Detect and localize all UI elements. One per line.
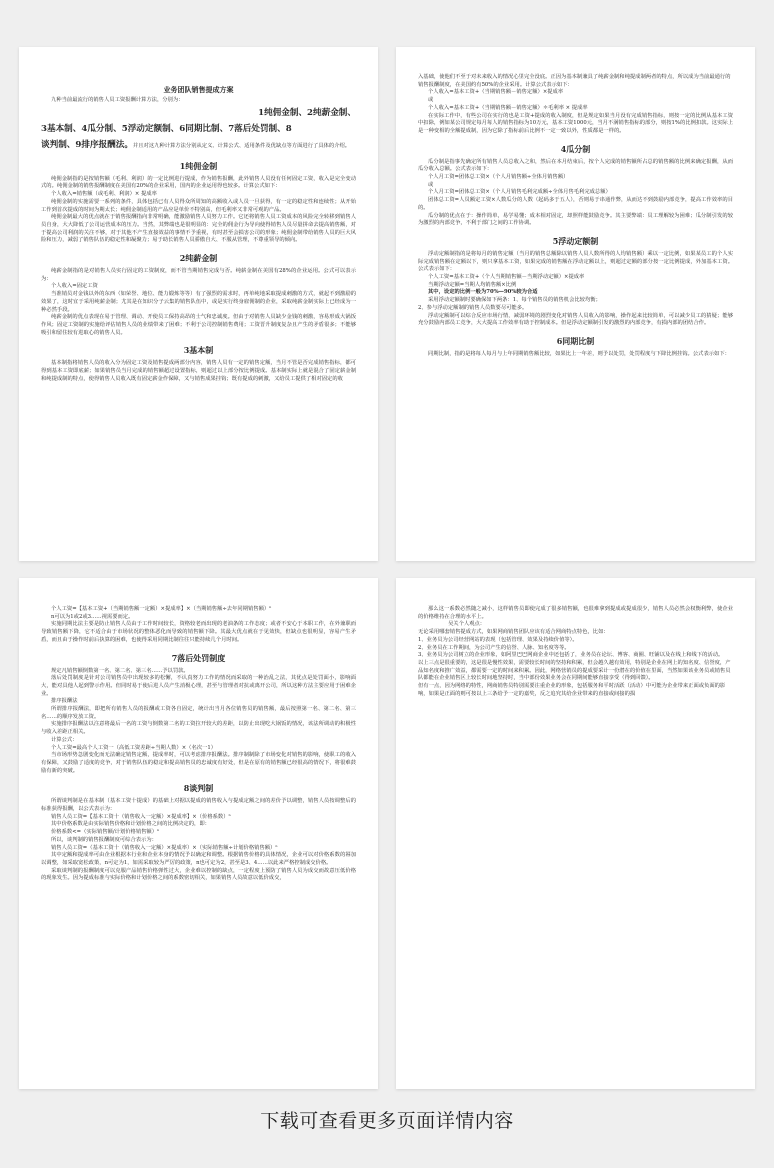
formula-note: n可以为1或2或3……视需要而定。 — [51, 613, 134, 620]
formula: 个人收入=固定工资 — [51, 283, 98, 290]
list-item: 2、业务员在工作期间，为公司产生的信誉、人脉、知名度等等。 — [418, 644, 570, 651]
paragraph: 团体总工资=人员额定工资×人数瓜分的人数（起码多于五人），否则易于串通作弊，从而达不到鼓励内部竞争，提高工作效率的目的。 — [418, 197, 733, 211]
paragraph: 所谓谈判制是在基本制（基本工资十提成）的基础上对据以提成的销售收入与提成定额之间的差价予以调整，销售人员按调整后的标准获得报酬，以公式表示为： — [41, 798, 356, 813]
paragraph: 基本制指将销售人员的收入分为固定工资及销售提成两部分内容，销售人员有一定的销售定额，当月不管是否完成销售指标，都可得到基本工资即底薪；如果销售员当月完成的销售额超过设置指标，则超过以上部分按比例提成。基本制实际上就是混合了固定薪金制和纯提成制的特点，使得销售人员收入既有固定薪金作保障，又与销售成果挂钩；既有提成的刺激，又给员工提供了相对固定的收 — [41, 360, 356, 382]
paragraph: 纯薪金制的优点表现在易于管理、调动、开使员工保持高昂的士气和忠诚度。但由于对销售人员缺少金钱的刺激，容易形成大锅饭作风；固定工资制的实施给评估销售人员的业绩带来了困难；不利于公司控制销售费用；工资晋升制度复杂且产生的矛盾很多；不能够吸引和留住较有进取心的销售人员。 — [41, 314, 356, 336]
paragraph: 在实际工作中，有些公司在实行的也是工资+提成的收入制度，但是规定如果当月没有完成销售指标，则按一定的比例从基本工资中扣除，例如某公司规定每月每人的销售指标为10万元，基本工资1000元，当月不满销售指标的部分，则按1%的比例扣款。这实际上是一种变相的全额提成制，因为它除了指标前后比例不一定一致以外，性质都是一样的。 — [418, 112, 733, 134]
formula: 当期浮动定额=当期人均销售额×比例 — [428, 281, 517, 288]
paragraph: 纯佣金制最大的优点就在于销售报酬指向非常明确，能激励销售人员努力工作。它还将销售人员工资成本的风险完全转移到销售人员自身，大大降低了公司运营成本的压力。当然，其弊端也是很明显的：完全的佣金行为导向使得销售人员尽量拼命去提高销售额，对于提高公司利润的关注不够，对于其他不产生直接效益的事情不予重视，有时甚至会损害公司的形象；纯佣金制带给销售人员的巨大风险和压力，减弱了销售队伍的稳定性和凝聚力；易于助长销售人员骄傲自大、不服从管理，不尊重领导的倾向。 — [41, 214, 356, 244]
section-heading-2: 2纯薪金制 — [179, 253, 218, 264]
paragraph: 规定凡销售额倒数第一名、第二名、第三名……予以罚款。 — [51, 667, 189, 674]
paragraph: 同期比制，指的是将每人每月与上年同期销售额比较，如果比上一年差，则予以处罚，处罚程度与下降比例挂钩。公式表示如下： — [428, 350, 730, 357]
section-heading-4: 4瓜分制 — [560, 143, 591, 154]
paragraph: 纯薪金制指的是对销售人员实行固定的工资制度，而不管当期销售完成与否。纯薪金制在美国有28%的企业运用。公式可以表示为： — [41, 268, 356, 282]
formula-or: 或 — [428, 181, 434, 188]
list-item: 1、业务员为公司经营网站的表现（包括管理、效果及持续价值等）。 — [418, 636, 578, 643]
paragraph: 浮动定额制指的是将每月的销售定额（当月的销售总额除以销售人员人数所得的人均销售额）乘以一定比例，如果某员工的个人实际完成销售额在定额以下，则只拿基本工资，如果完成的销售额在浮动定额以上，则超过定额的部分按一定比例提成，外加基本工资。公式表示如下： — [418, 250, 733, 273]
section-heading-8: 8谈判制 — [183, 783, 214, 794]
intro-methods-line-2: 3基本制、4瓜分制、5浮动定额制、6同期比制、7落后处罚制、8 — [41, 123, 292, 134]
formula: 个人工资=最高个人工资一（高低工资差距÷当期人数）×（名次一1） — [51, 744, 216, 751]
formula: 个人收入=销售额（或毛利、利润）× 提成率 — [51, 191, 157, 198]
document-page-2 — [396, 47, 755, 561]
list-item: 3、业务员为公司树立的企业形象，如阿里巴巴网商企业中还包括了，业务员在论坛、博客、商圈、旺铺以及在线上和线下的活动。 — [418, 652, 724, 659]
paragraph: 无论采用哪套销售提成方式，如果网商销售团队应该有适合网商特点特色，比如： — [418, 629, 609, 636]
intro-text: 九种当前最流行的销售人员工资报酬计算方法，分别为： — [51, 97, 184, 103]
paragraph: 浮动定额制可以综合反应市场行情，减弱环境的剧烈变化对销售人员收入的影响，操作起来比较简单，可以减少员工的猜疑；能够充分鼓励内部员工竞争，大大提高工作效率有助于控制成本。但是浮动定额制引发的激烈的内部竞争，有损内部的团结合作。 — [418, 312, 733, 327]
formula: 销售人员工资=【基本工资十（销售收入一定额）×提成率】×（价格系数）ⁿ — [51, 813, 231, 820]
formula: 个人工资=基本工资+（个人当期销售额－当期浮动定额）×提成率 — [428, 274, 585, 281]
section-heading-6: 6同期比制 — [556, 335, 595, 346]
paragraph: 瓜分制的优点在于：操作简单，易学易懂；成本相对固定，却照样能鼓励竞争。其主要弊端：员工理解较为困难；瓜分制引发的较为激烈的内部竞争，不利于部门之间的工作协调。 — [418, 212, 733, 227]
formula: 个人月工资=团体总工资×（个人月销售毛利完成额÷全体月售毛利完成总额） — [428, 189, 611, 196]
paragraph: 排序报酬法 — [51, 698, 78, 705]
paragraph: 以上三点是很重要的，这是很是慢性效果，需要较长时间的坚持和积累，但会越久越有效用，特别是企业在网上的知名度、信誉度，产品知名度和推广效益，都需要一定的时间来积累。因此，网络营销员的提成要采计一份潜在的价值在里面，当然如果该业务员或销售员队都能在企业销售区上较长时间地坚持时，当中部份效果业务会在同期间能够直接享受（得到回馈）。 — [418, 659, 731, 682]
intro-tail: 并且对这九种计算方法分别从定义、计算公式、适用条件及优缺点等方面进行了具体的介绍。 — [132, 142, 351, 149]
intro-methods-tail-bold: 谈判制、9排序报酬法。 — [41, 139, 133, 150]
paragraph: 所谓排序报酬法，即把所有销售人员的报酬或工资各自固定，统计出当月各位销售员的销售额，最后按照第一名、第二名、第三名……的顺序发放工资。 — [41, 706, 356, 720]
document-page-3 — [19, 578, 378, 1089]
formula: 个人收入=基本工资+（当期销售额－销售定额）×提成率 — [428, 89, 564, 96]
paragraph: 但有一点，因为网络的特性，网商销售员特别需要注重企业的形象，包括服务和平时活跃（活动）中可能为企业带来正面或负面的影响，如果是正面的则可按以上三条给予一定的嘉奖，反之追究其给企业带来的直接或间接的损 — [418, 683, 726, 697]
paragraph: 当准销员对金钱以外的东西（如荣誉、地位、能力锻炼等等）有了强烈的需求时，再单纯地采取提成刺激的方式，就起不到激励的效果了，这时宜于采用纯薪金制；尤其是在知识分子云集的销售队伍中，或是实行终身雇佣制的企业，采取纯薪金制实际上已经成为一种必然手段。 — [41, 291, 356, 313]
section-heading-5: 5浮动定额制 — [552, 235, 599, 246]
paragraph: 采用浮动定额制时要确保如下两条：1、每个销售员的销售机会比较均衡； — [428, 297, 601, 304]
formula: 个人月工资=团体总工资×（个人月销售额÷全体月销售额） — [428, 174, 569, 181]
section-heading-1: 1纯佣金制 — [179, 160, 218, 171]
paragraph: 采取谈判制的报酬制度可以克服产品销售价格弹性过大，企业难以控制的缺点，一定程度上预防了销售人员为成交而故意压低价格的现象发生。因为提成标准与实际价格和计划价格之间的系数密切相关，如果销售人员故意以低价成交， — [41, 867, 356, 882]
paragraph: 实施排序报酬法以注意将最后一名的工资与倒数第二名的工资拉开较大的差距，以防止出现吃大锅饭的情况，该法所调动的积极性与收入差距正相关。 — [41, 721, 356, 736]
paragraph: 那么这一系数必然随之减小，这样销售员即使完成了很多销售额，也很难拿到提成或提成很少，销售人员必然会权衡利弊，使企业的价格维持在合理的水平上。 — [418, 606, 733, 620]
paragraph: 入基础，使他们不至于对未来收入的情况心里完全没底。正因为基本制兼具了纯薪金制和纯提成制两者的特点，所以成为当前最通行的销售报酬制度，在美国约有50%的企业采用。计算公式表示如下： — [418, 74, 731, 88]
download-more-caption: 下载可查看更多页面详情内容 — [260, 1110, 514, 1132]
section-heading-7: 7落后处罚制度 — [171, 652, 226, 663]
paragraph: 所以，谈判制的销售报酬制度可综合表示为： — [51, 836, 157, 843]
section-heading-3: 3基本制 — [183, 345, 214, 356]
formula-or: 或 — [428, 97, 434, 104]
formula: 价格系数<=（实际销售额/计划价格销售额）ⁿ — [51, 829, 160, 836]
paragraph: 吴关个人观点： — [448, 621, 486, 628]
paragraph: 其中价格系数是由实际销售价格和计划价格之间的比例决定的，即： — [51, 821, 210, 828]
paragraph: 计算公式： — [51, 736, 78, 743]
formula: 个人工资=【基本工资+（当期销售额一定额）×提成率】×（当期销售额÷去年同期销售额）ⁿ — [51, 606, 272, 612]
paragraph: 落后处罚制度是针对公司销售员中出现较多的松懈，不认真努力工作的情况而采取的一种治乱之法，其优点是处罚面小，影响面大，能对具他人起到警示作用。但同时易于使后进人员产生消极心理，甚至与管理者对抗或离开公司，所以这种方法主要应用于困难企业。 — [41, 675, 356, 697]
intro-methods-line-3 — [41, 137, 356, 153]
paragraph: 纯佣金制的实施需要一系列的条件，具体包括已有人员得众所周知的高额收入或人员一旦获得，有一定的稳定性和连续性；从开始工作到首次提成的时间为期太长；纯佣金制适用的产品应是单价不特别高，但毛利率又非常可观的产品。 — [41, 198, 356, 213]
paragraph: 2、参与浮动定额制的销售人员数要尽可能多。 — [418, 304, 528, 311]
document-title: 业务团队销售提成方案 — [163, 85, 234, 94]
document-page-4 — [396, 578, 755, 1089]
paragraph: 其中定额和提成率可由企业根据本行业和企业本身的情况予以确定和调整。根据销售价格的具体情况，企业可以对价格系数的幂加以调整，如采取宽松政策，n可定为1，如需采取较为严厉的政策，n也可定为2，甚至是3、4……以此来严格控制成交价格。 — [41, 852, 356, 866]
formula: 个人收入=基本工资+（当期销售额－销售定额）＊毛利率 × 提成率 — [428, 104, 588, 111]
paragraph: 瓜分制是指事先确定所有销售人员总收入之和，然后在本月结束后，按个人完成的销售额所占总的销售额的比例来确定报酬，从而瓜分收入总额。公式表示如下： — [418, 158, 733, 173]
paragraph: 当市场形势急剧变化而无法确定销售定额，提成率时，可以考虑排序报酬法。排序制制除了市场变化对销售的影响，使职工的收入有保障，又鼓励了适度的竞争，对于销售队伍的稳定和提高销售员的忠诚度有好处，但是在原有的销售额已经很高的情况下，将很难鼓励有新的突破。 — [41, 752, 356, 774]
formula: 销售人员工资=（基本工资十（销售收入一定额）×提成率）×（实际销售额÷计划价格销售额）ⁿ — [51, 844, 278, 851]
paragraph: 纯佣金制指的是按销售额（毛利、利润）的一定比例进行提成，作为销售报酬，此外销售人员没有任何固定工资，收入是完全变动式的。纯佣金制的销售报酬制度在美国有20%的企业采用，国内的企业运用得也较多。计算公式如下： — [41, 175, 356, 190]
paragraph: 实施同期比法主要是防止销售人员由于工作时间较长，资格较老而出现的老油条的工作态度；或者不安心于本职工作，在外兼职而导致销售额下降，它不适合由于市场状况的整体恶化而导致的销售额下降。其最大优点就在于见效快，但缺点也很明显，容易产生矛盾，而且由于操作时前后执算的困难，也使得采用同期比制往往只能持续几个月时间。 — [41, 621, 356, 643]
intro-methods-line-1: 1纯佣金制、2纯薪金制、 — [258, 107, 356, 118]
document-page-1 — [19, 47, 378, 561]
formula-note: 其中，设定的比例一般为70%—90%较为合适 — [428, 289, 538, 296]
